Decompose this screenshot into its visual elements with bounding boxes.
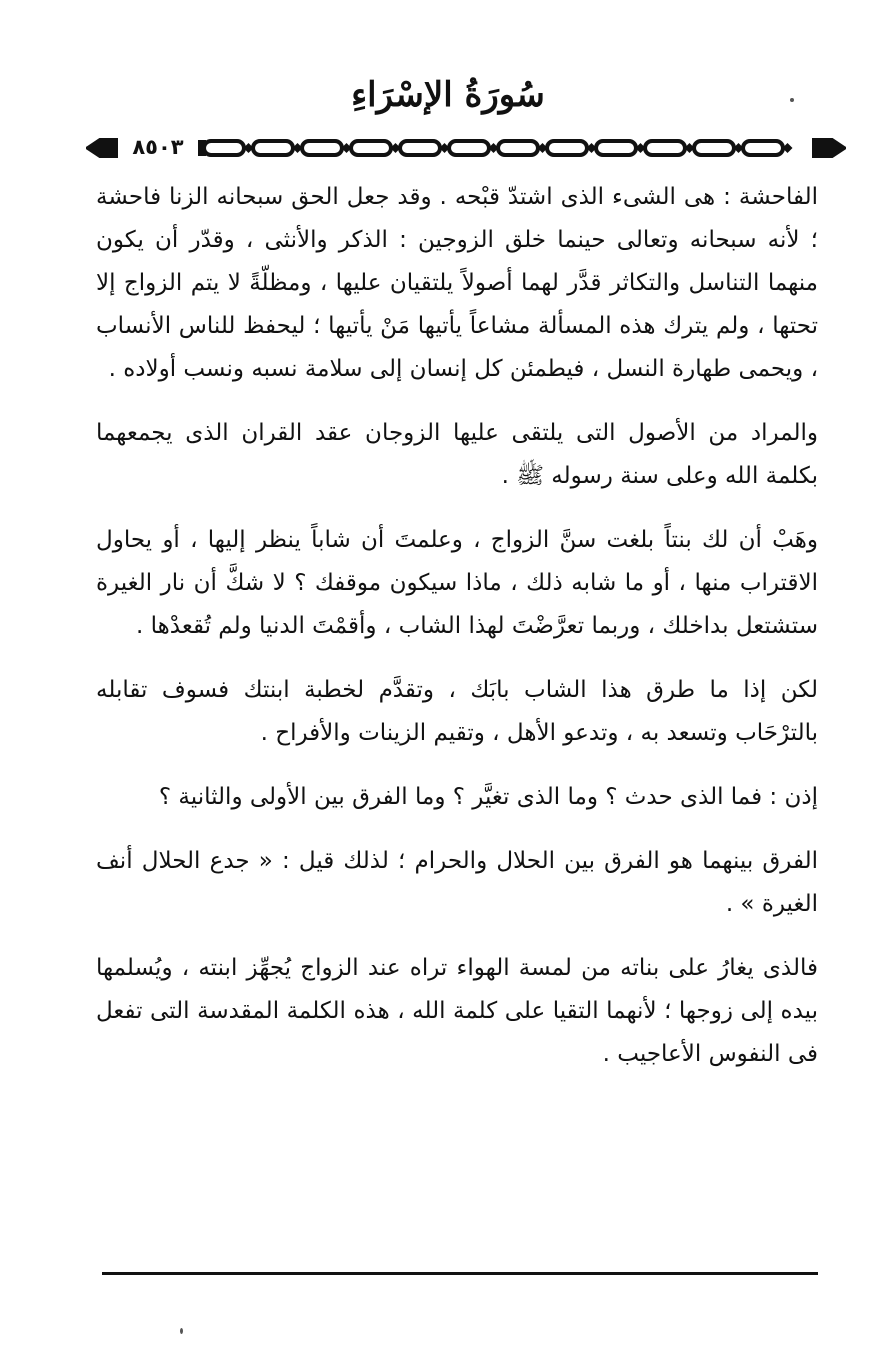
decorative-border [86, 133, 846, 163]
border-link [547, 141, 587, 155]
scan-speck [790, 98, 794, 102]
surah-title: سُورَةُ الإسْرَاءِ [351, 75, 545, 115]
paragraph: الفاحشة : هى الشىء الذى اشتدّ قبْحه . وقد جعل الحق سبحانه الزنا فاحشة ؛ لأنه سبحانه وتعالى حينما خلق الزوجين : الذكر والأنثى ، وقدّر أن يكون منهما التناسل والتكاثر قدَّر لهما أصولاً يلتقيان عليها ، ومظلّةً لا يتم الزواج إلا تحتها ، ولم يترك هذه المسألة مشاعاً يأتيها مَنْ يأتيها ؛ ليحفظ للناس الأنساب ، ويحمى طهارة النسل ، فيطمئن كل إنسان إلى سلامة نسبه ونسب أولاده . [96, 184, 818, 382]
border-link [694, 141, 734, 155]
border-link [400, 141, 440, 155]
border-link [204, 141, 244, 155]
border-link [302, 141, 342, 155]
paragraph: لكن إذا ما طرق هذا الشاب بابَك ، وتقدَّم لخطبة ابنتك فسوف تقابله بالترْحَاب وتسعد به ، وتدعو الأهل ، وتقيم الزينات والأفراح . [96, 677, 818, 746]
border-link [743, 141, 783, 155]
bottom-rule [102, 1272, 818, 1275]
border-link [645, 141, 685, 155]
border-link [498, 141, 538, 155]
paragraph: وهَبْ أن لك بنتاً بلغت سنَّ الزواج ، وعلمتَ أن شاباً ينظر إليها ، أو يحاول الاقتراب منها ، أو ما شابه ذلك ، ماذا سيكون موقفك ؟ لا شكَّ أن نار الغيرة ستشتعل بداخلك ، وربما تعرَّضْتَ لهذا الشاب ، وأقمْتَ الدنيا ولم تُقعدْها . [96, 527, 818, 639]
paragraph: إذن : فما الذى حدث ؟ وما الذى تغيَّر ؟ وما الفرق بين الأولى والثانية ؟ [158, 784, 818, 810]
paragraph: والمراد من الأصول التى يلتقى عليها الزوجان عقد القران الذى يجمعهما بكلمة الله وعلى سنة رسوله ﷺ . [96, 420, 818, 489]
border-link [449, 141, 489, 155]
scan-speck [180, 1328, 183, 1334]
border-link [253, 141, 293, 155]
border-end-cap [814, 140, 844, 156]
paragraph: فالذى يغارُ على بناته من لمسة الهواء تراه عند الزواج يُجهِّز ابنته ، ويُسلمها بيده إلى زوجها ؛ لأنهما التقيا على كلمة الله ، هذه الكلمة المقدسة التى تفعل فى النفوس الأعاجيب . [96, 955, 818, 1067]
page-number: ٨٥٠٣ [118, 132, 198, 162]
paragraph: الفرق بينهما هو الفرق بين الحلال والحرام ؛ لذلك قيل : « جدع الحلال أنف الغيرة » . [96, 848, 818, 917]
border-link [596, 141, 636, 155]
body-text [96, 176, 818, 1097]
border-link [351, 141, 391, 155]
